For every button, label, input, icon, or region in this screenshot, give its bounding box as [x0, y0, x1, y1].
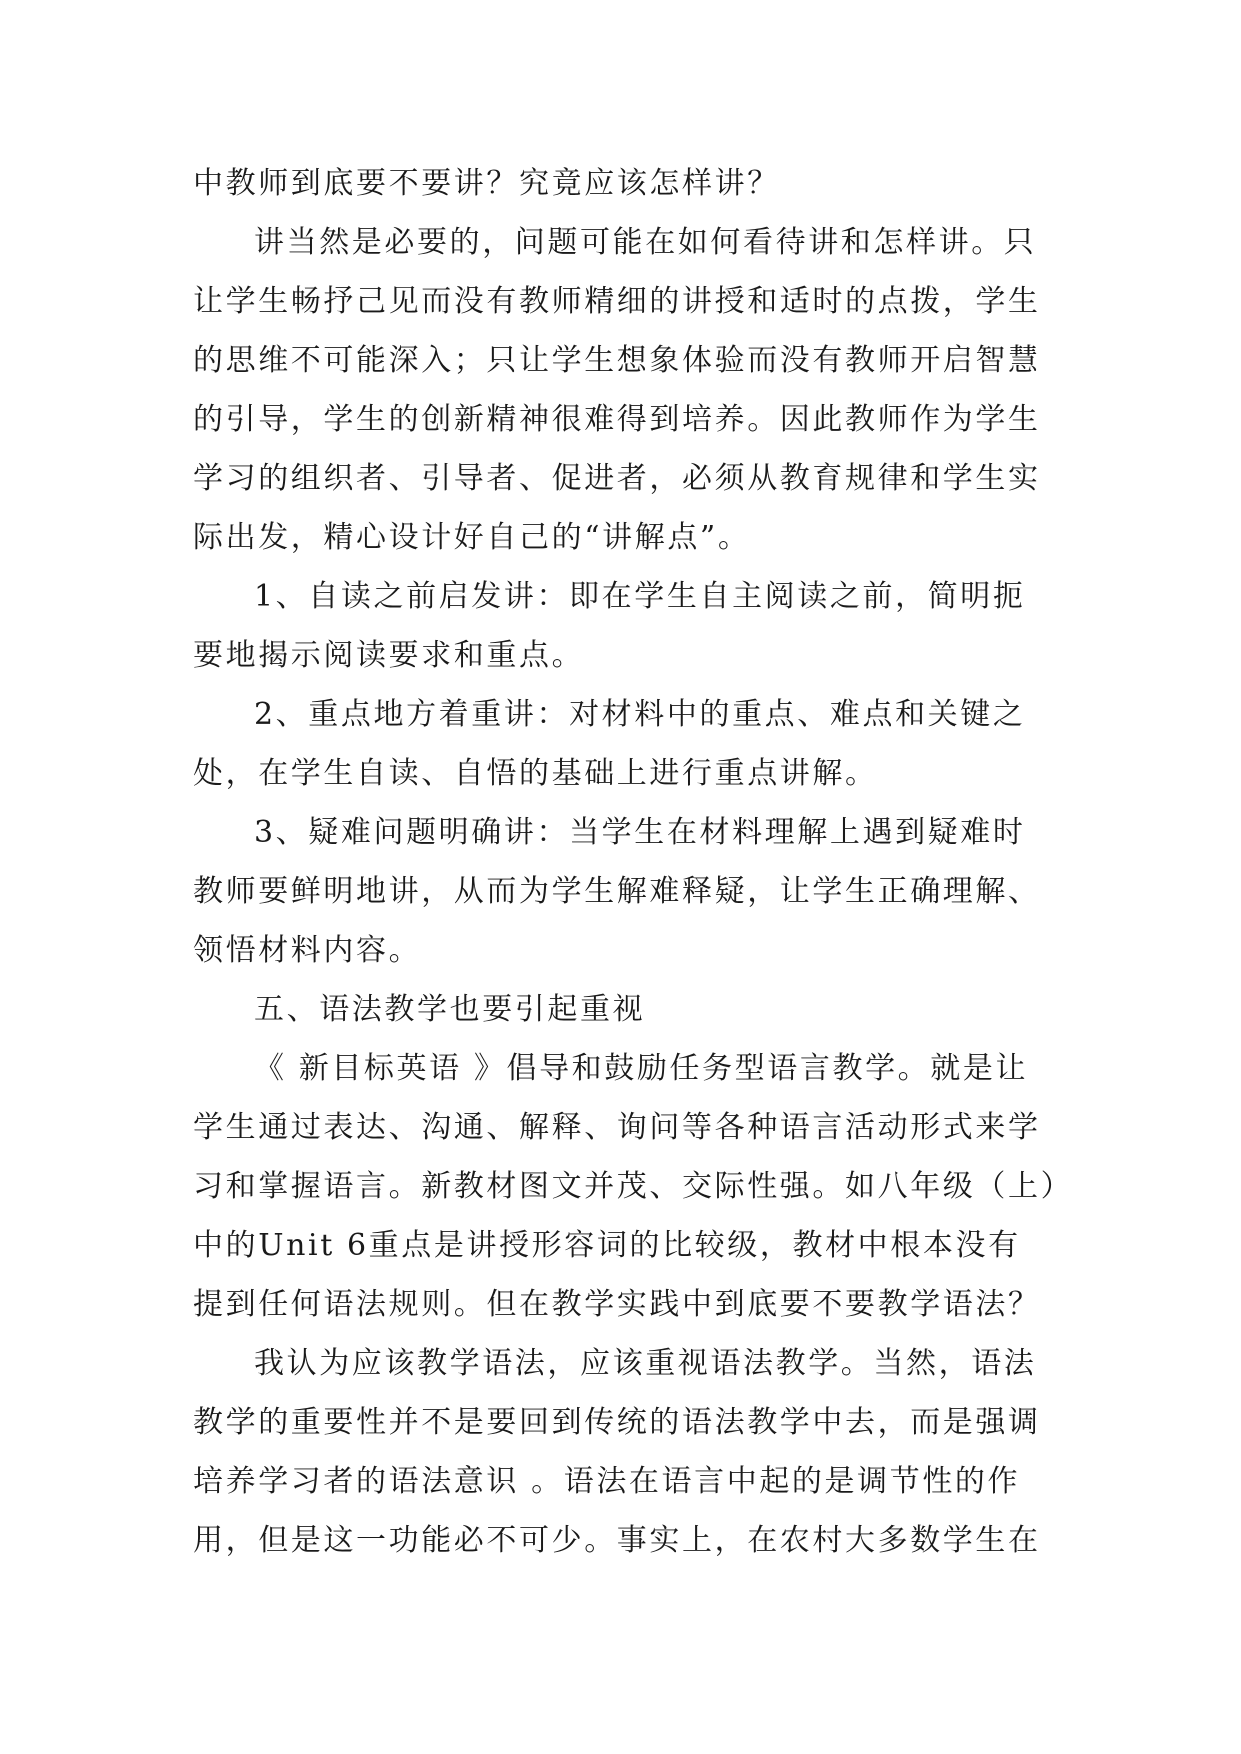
list-item-line: 3、疑难问题明确讲：当学生在材料理解上遇到疑难时 — [254, 815, 1026, 850]
paragraph-start-line: 讲当然是必要的，问题可能在如何看待讲和怎样讲。只 — [254, 225, 1037, 260]
paragraph-start-line: 我认为应该教学语法，应该重视语法教学。当然，语法 — [254, 1346, 1037, 1381]
text-line: 提到任何语法规则。但在教学实践中到底要不要教学语法？ — [193, 1287, 1041, 1322]
text-line: 学习的组织者、引导者、促进者，必须从教育规律和学生实 — [193, 461, 1041, 496]
text-line: 的引导，学生的创新精神很难得到培养。因此教师作为学生 — [193, 402, 1041, 437]
text-line: 培养学习者的语法意识 。语法在语言中起的是调节性的作 — [193, 1464, 1021, 1499]
text-line: 处，在学生自读、自悟的基础上进行重点讲解。 — [193, 756, 878, 791]
text-line: 要地揭示阅读要求和重点。 — [193, 638, 585, 673]
text-line: 际出发，精心设计好自己的“讲解点”。 — [193, 520, 751, 555]
text-line: 的思维不可能深入；只让学生想象体验而没有教师开启智慧 — [193, 343, 1041, 378]
text-line: 教学的重要性并不是要回到传统的语法教学中去，而是强调 — [193, 1405, 1041, 1440]
text-line: 让学生畅抒己见而没有教师精细的讲授和适时的点拨，学生 — [193, 284, 1041, 319]
paragraph-start-line: 《 新目标英语 》倡导和鼓励任务型语言教学。就是让 — [254, 1051, 1029, 1086]
text-line: 中的Unit 6重点是讲授形容词的比较级，教材中根本没有 — [193, 1228, 1021, 1263]
list-item-line: 1、自读之前启发讲：即在学生自主阅读之前，简明扼 — [254, 579, 1026, 614]
text-line: 用，但是这一功能必不可少。事实上，在农村大多数学生在 — [193, 1523, 1041, 1558]
text-line: 教师要鲜明地讲，从而为学生解难释疑，让学生正确理解、 — [193, 874, 1041, 909]
text-line: 习和掌握语言。新教材图文并茂、交际性强。如八年级（上） — [193, 1169, 1074, 1204]
text-line: 领悟材料内容。 — [193, 933, 422, 968]
text-line: 中教师到底要不要讲？究竟应该怎样讲？ — [193, 166, 780, 201]
list-item-line: 2、重点地方着重讲：对材料中的重点、难点和关键之 — [254, 697, 1026, 732]
section-heading: 五、语法教学也要引起重视 — [254, 992, 646, 1027]
text-line: 学生通过表达、沟通、解释、询问等各种语言活动形式来学 — [193, 1110, 1041, 1145]
